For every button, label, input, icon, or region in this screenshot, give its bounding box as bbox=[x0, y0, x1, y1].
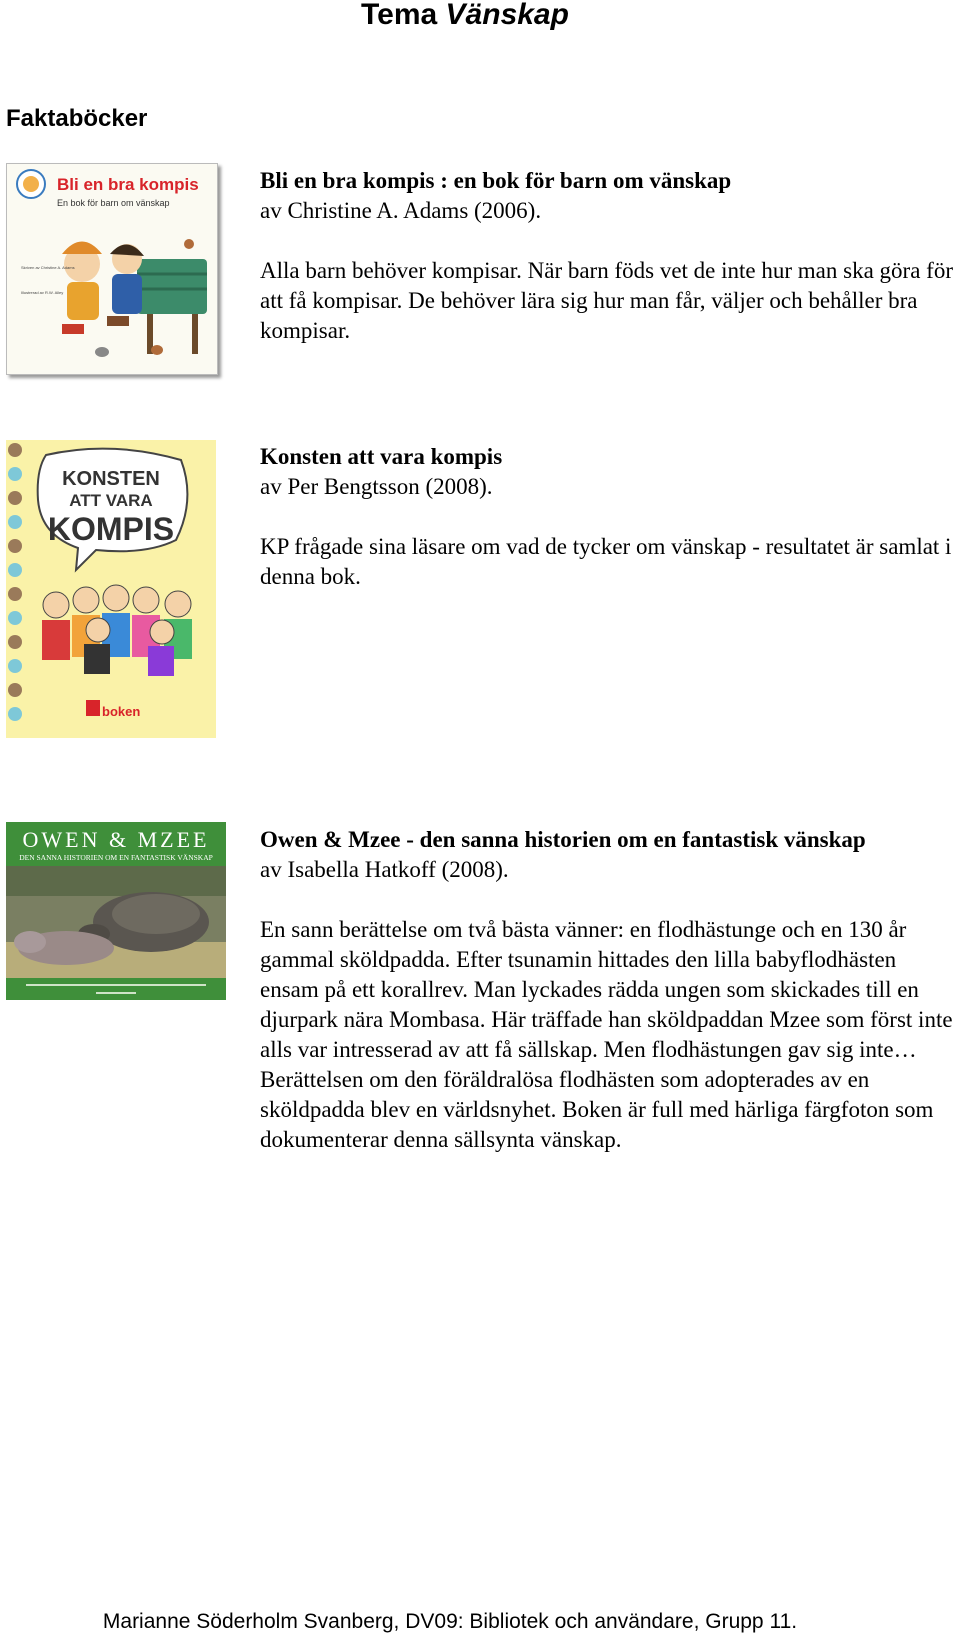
book-title: Bli en bra kompis : en bok för barn om vänskap bbox=[260, 168, 732, 193]
cover1-credit-illustrator: Illustrerad av R.W. Alley bbox=[21, 290, 64, 295]
cover2-line2: ATT VARA bbox=[69, 491, 153, 510]
book-entry-2 bbox=[260, 442, 960, 592]
cover1-subtitle: En bok för barn om vänskap bbox=[57, 198, 170, 208]
page-title bbox=[0, 0, 930, 30]
book-entry-1 bbox=[260, 166, 960, 346]
book-author: av Isabella Hatkoff (2008). bbox=[260, 857, 509, 882]
title-prefix: Tema bbox=[361, 0, 438, 31]
book-description: En sann berättelse om två bästa vänner: en flodhästunge och en 130 år gammal sköldpadda. Efter tsunamin hittades den lilla babyflodhästen ensam på ett korallrev. Man lyckades rädda ungen som skickades till en djurpark nära Mombasa. Här träffade han sköldpaddan Mzee som först inte alls var intresserad av att få sällskap. Men flodhästungen gav sig inte… Berättelsen om den föräldralösa flodhästen som adopterades av en sköldpadda blev en världsnyhet. Boken är full med härliga färgfoton som dokumenterar denna sällsynta vänskap. bbox=[260, 917, 953, 1152]
cover2-line3: KOMPIS bbox=[47, 511, 175, 547]
book-entry-3 bbox=[260, 825, 960, 1155]
cover1-credit-author: Skriven av Christine A. Adams bbox=[21, 265, 75, 270]
cover1-title: Bli en bra kompis bbox=[57, 175, 199, 194]
book-cover-bli-en-bra-kompis bbox=[6, 163, 218, 375]
book-cover-owen-mzee bbox=[6, 822, 226, 1000]
book-cover-konsten-att-vara-kompis bbox=[6, 440, 216, 738]
section-heading: Faktaböcker bbox=[6, 105, 148, 132]
book-author: av Per Bengtsson (2008). bbox=[260, 474, 493, 499]
cover3-subtitle: DEN SANNA HISTORIEN OM EN FANTASTISK VÄNSKAP bbox=[19, 853, 213, 862]
book-title: Owen & Mzee - den sanna historien om en fantastisk vänskap bbox=[260, 827, 866, 852]
cover2-publisher: boken bbox=[102, 704, 141, 719]
page-footer: Marianne Söderholm Svanberg, DV09: Bibliotek och användare, Grupp 11. bbox=[102, 1610, 798, 1633]
book-title: Konsten att vara kompis bbox=[260, 444, 503, 469]
cover2-line1: KONSTEN bbox=[62, 468, 160, 490]
book-description: KP frågade sina läsare om vad de tycker om vänskap - resultatet är samlat i denna bok. bbox=[260, 534, 952, 589]
book-author: av Christine A. Adams (2006). bbox=[260, 198, 542, 223]
cover3-title: OWEN & MZEE bbox=[22, 827, 210, 852]
title-theme: Vänskap bbox=[445, 0, 569, 31]
book-description: Alla barn behöver kompisar. När barn föds vet de inte hur man ska göra för att få kompisar. De behöver lära sig hur man får, väljer och behåller bra kompisar. bbox=[260, 258, 953, 343]
